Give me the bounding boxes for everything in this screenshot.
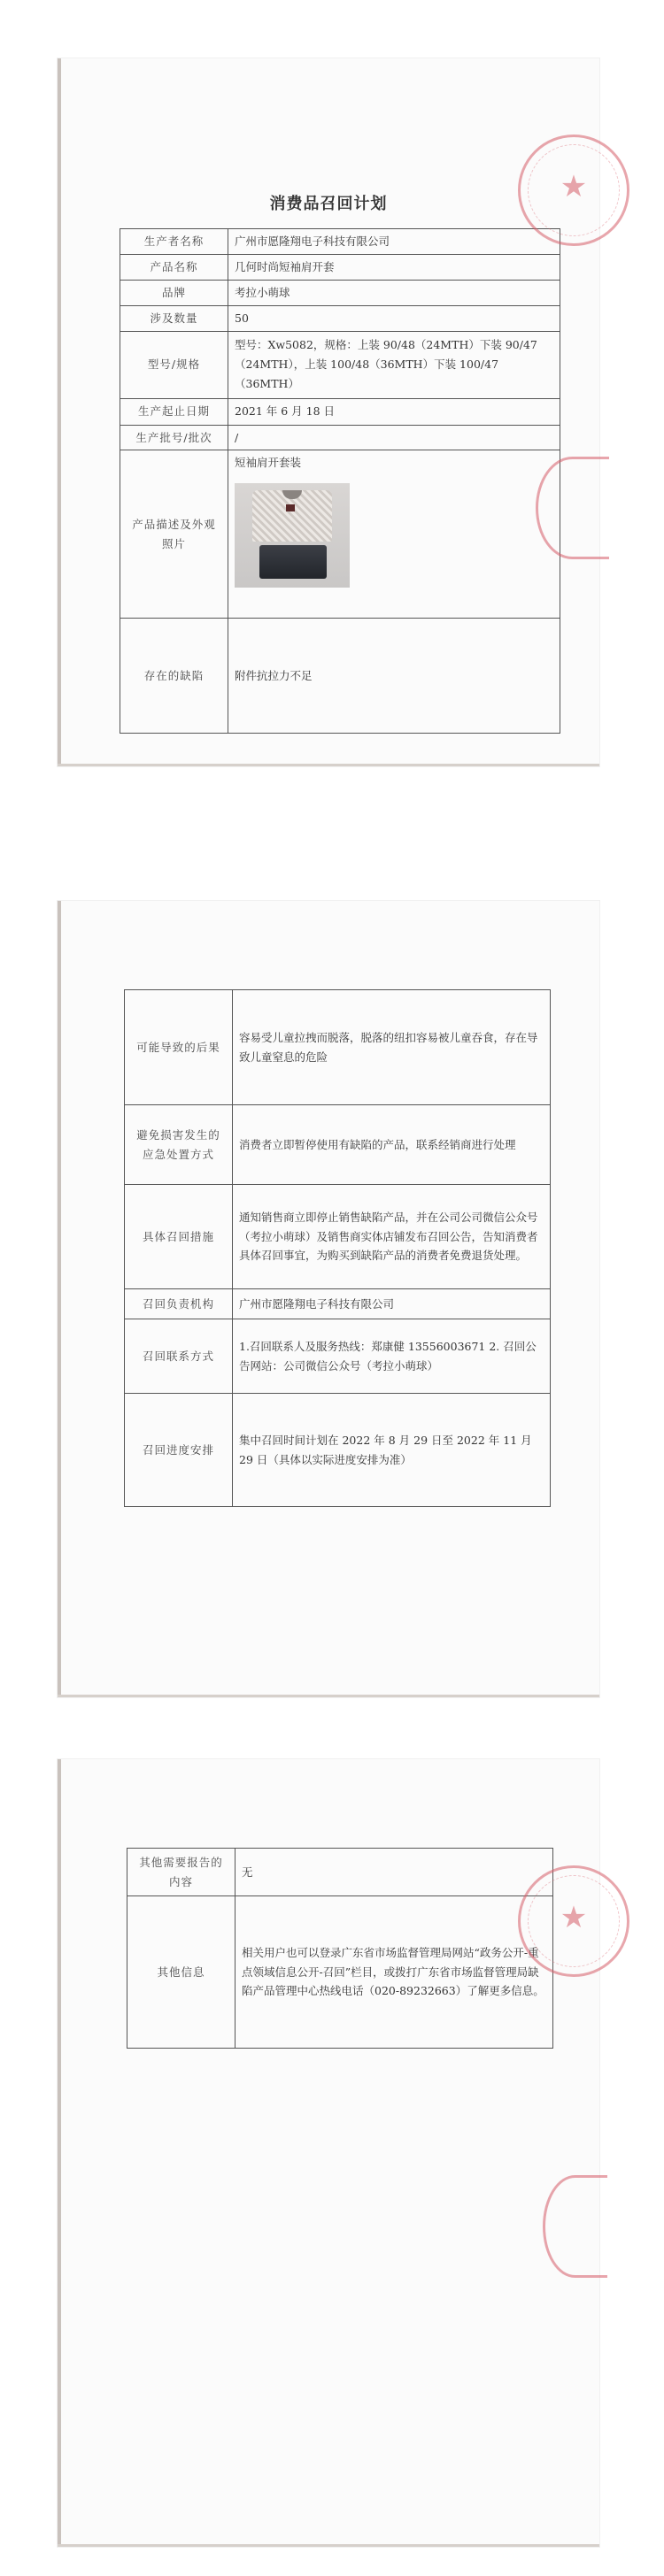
document-page-1 [58, 58, 599, 766]
row-value: 消费者立即暂停使用有缺陷的产品，联系经销商进行处理 [233, 1105, 551, 1185]
row-value: 无 [235, 1849, 553, 1896]
row-value: 1.召回联系人及服务热线：郑康健 13556003671 2. 召回公告网站：公司微信公众号（考拉小萌球） [233, 1319, 551, 1394]
table-row [120, 331, 560, 398]
row-label: 生产起止日期 [120, 398, 228, 425]
page-edge-shadow [58, 764, 599, 766]
table-row [120, 619, 560, 734]
table-row [125, 1185, 551, 1289]
page-edge-shadow [58, 901, 61, 1697]
row-label: 生产者名称 [120, 229, 228, 255]
page-edge-shadow [58, 2544, 599, 2547]
product-photo [235, 483, 350, 588]
table-row [125, 990, 551, 1105]
company-seal-stamp [536, 457, 609, 559]
other-info-table [127, 1848, 553, 2049]
page-edge-shadow [58, 1695, 599, 1697]
row-label: 其他信息 [127, 1896, 235, 2049]
row-label: 生产批号/批次 [120, 425, 228, 450]
row-label: 可能导致的后果 [125, 990, 233, 1105]
table-row [125, 1394, 551, 1507]
product-caption: 短袖肩开套装 [235, 456, 302, 470]
row-value: 型号：Xw5082，规格：上装 90/48（24MTH）下装 90/47（24MTH），上装 100/48（36MTH）下装 100/47（36MTH） [228, 331, 560, 398]
table-row [127, 1849, 553, 1896]
row-value: 2021 年 6 月 18 日 [228, 398, 560, 425]
document-title: 消费品召回计划 [269, 195, 388, 213]
row-label: 品牌 [120, 280, 228, 305]
company-seal-stamp [518, 1865, 629, 1977]
table-row [127, 1896, 553, 2049]
row-label: 召回进度安排 [125, 1394, 233, 1507]
row-label: 避免损害发生的应急处置方式 [125, 1105, 233, 1185]
row-label: 涉及数量 [120, 305, 228, 331]
row-value: 广州市愿隆翔电子科技有限公司 [233, 1289, 551, 1319]
row-label: 型号/规格 [120, 331, 228, 398]
table-row [120, 254, 560, 280]
table-row [120, 398, 560, 425]
company-seal-stamp [518, 135, 629, 246]
row-label: 召回负责机构 [125, 1289, 233, 1319]
row-label: 产品名称 [120, 254, 228, 280]
seal-star-icon: ★ [560, 1900, 588, 1935]
page-edge-shadow [58, 58, 61, 766]
row-value: / [228, 425, 560, 450]
row-value: 容易受儿童拉拽而脱落，脱落的纽扣容易被儿童吞食，存在导致儿童窒息的危险 [233, 990, 551, 1105]
row-value: 集中召回时间计划在 2022 年 8 月 29 日至 2022 年 11 月 29 日（具体以实际进度安排为准） [233, 1394, 551, 1507]
row-label: 召回联系方式 [125, 1319, 233, 1394]
table-row [125, 1105, 551, 1185]
row-value: 几何时尚短袖肩开套 [228, 254, 560, 280]
table-row [120, 450, 560, 619]
table-row [120, 305, 560, 331]
seal-star-icon: ★ [560, 169, 588, 204]
table-row [125, 1289, 551, 1319]
row-value: 50 [228, 305, 560, 331]
row-value: 相关用户也可以登录广东省市场监督管理局网站“政务公开-重点领域信息公开-召回”栏目，或拨打广东省市场监督管理局缺陷产品管理中心热线电话（020-89232663）了解更多信息。 [235, 1896, 553, 2049]
row-value: 通知销售商立即停止销售缺陷产品，并在公司公司微信公众号（考拉小萌球）及销售商实体店铺发布召回公告，告知消费者具体召回事宜，为购买到缺陷产品的消费者免费退货处理。 [233, 1185, 551, 1289]
table-row [120, 425, 560, 450]
row-value: 广州市愿隆翔电子科技有限公司 [228, 229, 560, 255]
row-label: 其他需要报告的内容 [127, 1849, 235, 1896]
row-value [228, 450, 560, 619]
row-label: 具体召回措施 [125, 1185, 233, 1289]
company-seal-stamp [543, 2175, 607, 2278]
row-value: 考拉小萌球 [228, 280, 560, 305]
recall-measures-table [124, 989, 551, 1507]
recall-info-table [120, 228, 560, 734]
brand-logo-image [286, 504, 295, 511]
table-row [120, 229, 560, 255]
row-label: 产品描述及外观照片 [120, 450, 228, 619]
page-edge-shadow [58, 1759, 61, 2547]
shorts-image [259, 545, 327, 579]
row-value: 附件抗拉力不足 [228, 619, 560, 734]
table-row [120, 280, 560, 305]
document-page-3 [58, 1759, 599, 2547]
document-page-2 [58, 901, 599, 1697]
row-label: 存在的缺陷 [120, 619, 228, 734]
table-row [125, 1319, 551, 1394]
